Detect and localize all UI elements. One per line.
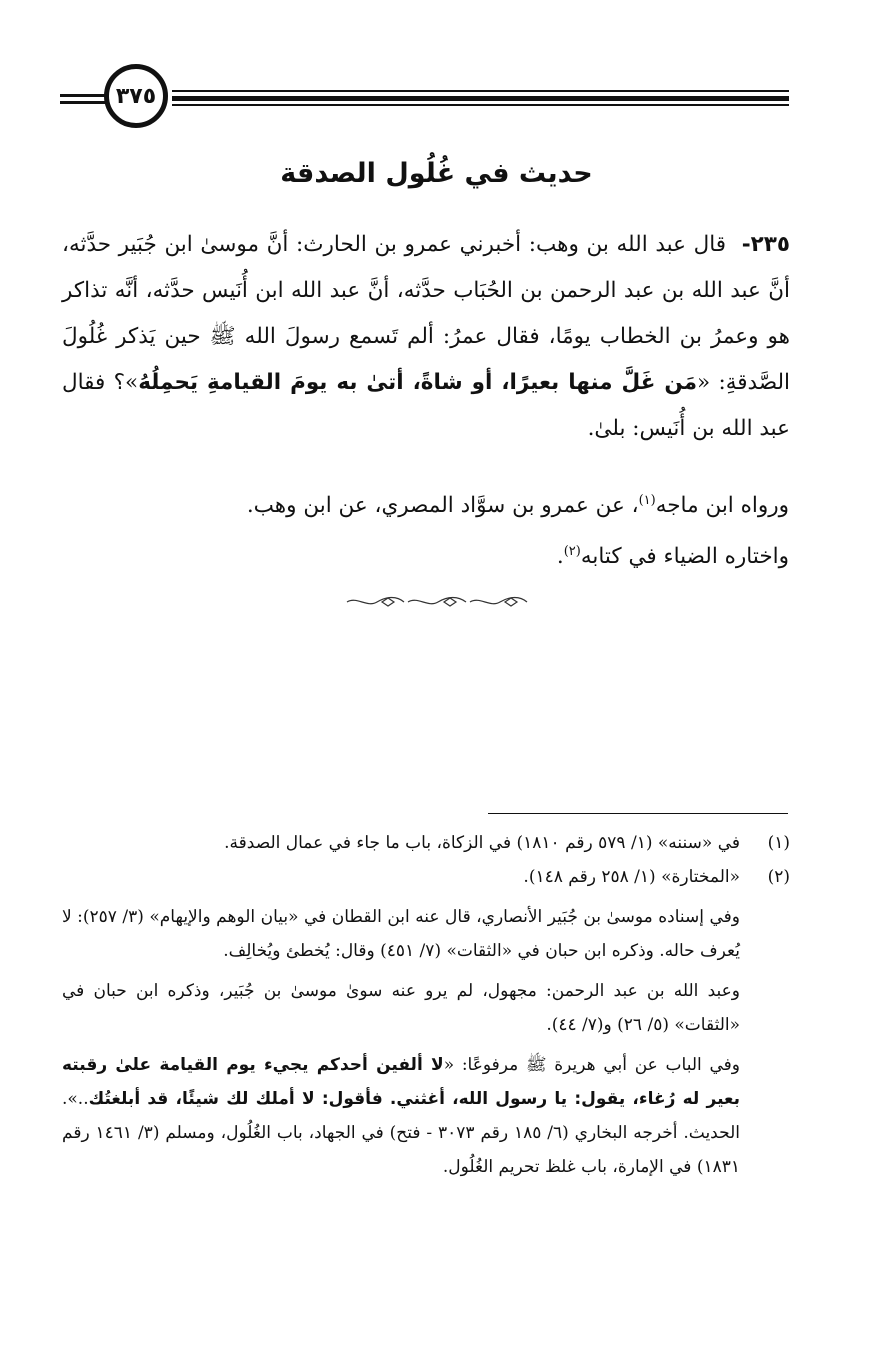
footnote-text: «المختارة» (١/ ٢٥٨ رقم ١٤٨).	[523, 867, 740, 887]
header-rule-left	[60, 101, 110, 104]
takhrij-line	[109, 529, 789, 580]
takhrij-text: .	[556, 544, 564, 570]
footnote-number: (٢)	[767, 867, 790, 887]
takhrij-line	[109, 478, 789, 529]
hadith-text	[62, 222, 790, 452]
header-rule-left	[60, 94, 110, 97]
footnote-number: (١)	[767, 833, 790, 853]
ornament-icon	[342, 594, 532, 610]
footnote-paragraph: وعبد الله بن عبد الرحمن: مجهول، لم يرو عنه سوىٰ موسىٰ بن جُبَير، وذكره ابن حبان في «الثقات» (٥/ ٢٦) و(٧/ ٤٤).	[62, 981, 740, 1035]
footnote-2	[62, 860, 790, 894]
hadith-number: ٢٣٥-	[741, 232, 790, 257]
footnote-ref[interactable]: (١)	[638, 493, 656, 508]
divider-ornament	[0, 594, 873, 614]
hadith-quote: مَن غَلَّ منها بعيرًا، أو شاةً، أتىٰ به يومَ القيامةِ يَحمِلُهُ	[138, 370, 698, 395]
footnote-paragraph	[62, 1048, 740, 1184]
takhrij-text: ورواه ابن ماجه	[655, 493, 789, 519]
page-number: ٣٧٥	[104, 64, 168, 128]
header-rule-thick	[172, 96, 789, 101]
footnote-separator	[488, 813, 788, 814]
footnote-1	[62, 826, 790, 860]
footnote-ref[interactable]: (٢)	[563, 544, 581, 560]
hadith-text-part: »؟ فقال عبد الله بن أُنَيس: بلىٰ.	[62, 370, 790, 441]
footnote-text: وفي الباب عن أبي هريرة ﷺ مرفوعًا: «	[443, 1055, 740, 1075]
footnotes	[62, 826, 790, 1184]
page-header	[0, 0, 873, 140]
hadith-text-part: قال عبد الله بن وهب: أخبرني عمرو بن الحارث: أنَّ موسىٰ ابن جُبَير حدَّثه، أنَّ عبد الله بن عبد الرحمن بن الحُبَاب حدَّثه، أنَّ عبد الله ابن أُنَيس حدَّثه، أنَّه تذاكر هو وعمرُ بن الخطاب يومًا، فقال عمرُ: ألم تَسمع رسولَ الله ﷺ حين يَذكر غُلُولَ الصَّدقةِ: «	[62, 232, 790, 395]
footnote-quote: لا ألفين أحدكم يجيء يوم القيامة علىٰ رقبته بعير له رُغاء، يقول: يا رسول الله، أغثني. فأقول: لا أملك لك شيئًا، قد أبلغتُك	[62, 1055, 740, 1109]
takhrij-text: ، عن عمرو بن سوَّاد المصري، عن ابن وهب.	[246, 493, 639, 519]
takhrij	[109, 478, 789, 580]
header-rule	[172, 104, 789, 106]
header-rule	[172, 90, 789, 92]
footnote-paragraph: وفي إسناده موسىٰ بن جُبَير الأنصاري، قال عنه ابن القطان في «بيان الوهم والإيهام» (٣/ ٢٥٧): لا يُعرف حاله. وذكره ابن حبان في «الثقات» (٧/ ٤٥١) وقال: يُخطئ ويُخالِف.	[62, 907, 740, 961]
takhrij-text: واختاره الضياء في كتابه	[580, 544, 789, 570]
footnote-text: ..». الحديث. أخرجه البخاري (٦/ ١٨٥ رقم ٣٠٧٣ - فتح) في الجهاد، باب الغُلُول، ومسلم (٣/ ١٤٦١ رقم ١٨٣١) في الإمارة، باب غلظ تحريم الغُلُول.	[62, 1089, 740, 1177]
chapter-title: حديث في غُلُول الصدقة	[280, 158, 593, 189]
footnote-text: في «سننه» (١/ ٥٧٩ رقم ١٨١٠) في الزكاة، باب ما جاء في عمال الصدقة.	[224, 833, 740, 853]
